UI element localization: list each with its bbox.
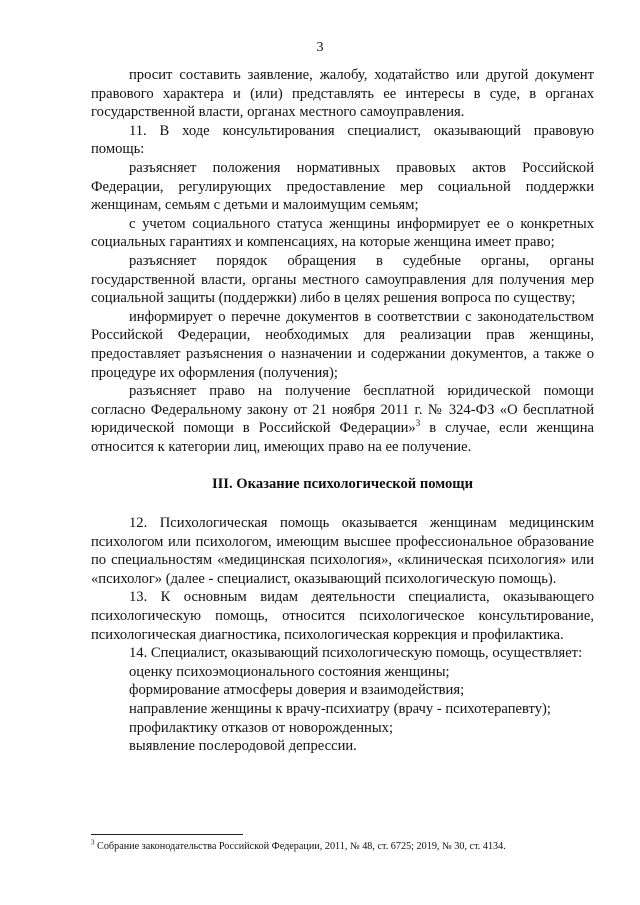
- page-number: 3: [316, 40, 324, 55]
- paragraph: 11. В ходе консультирования специалист, оказывающий правовую помощь:: [91, 122, 594, 158]
- paragraph: 14. Специалист, оказывающий психологическую помощь, осуществляет:: [129, 645, 583, 662]
- list-item: выявление послеродовой депрессии.: [129, 738, 357, 755]
- paragraph: разъясняет положения нормативных правовых актов Российской Федерации, регулирующих предоставление мер социальной поддержки женщинам, семьям с детьми и малоимущим семьям;: [91, 159, 594, 214]
- paragraph: просит составить заявление, жалобу, ходатайство или другой документ правового характера и (или) представлять ее интересы в суде, в органах государственной власти, органах местного самоуправления.: [91, 67, 594, 121]
- paragraph: разъясняет порядок обращения в судебные органы, органы государственной власти, органы местного самоуправления для получения мер социальной защиты (поддержки) либо в целях решения вопроса по существу;: [91, 252, 594, 307]
- footnote-reference: 3: [415, 418, 421, 429]
- footnote-marker: 3: [91, 838, 95, 847]
- list-item: профилактику отказов от новорожденных;: [129, 719, 394, 736]
- list-item: оценку психоэмоционального состояния женщины;: [129, 663, 450, 680]
- paragraph: 12. Психологическая помощь оказывается женщинам медицинским психологом или психологом, имеющим высшее профессиональное образование по специальностям «медицинская психология», «клиническая психология» или «психолог» (далее - специалист, оказывающий психологическую помощь).: [91, 515, 594, 587]
- paragraph: с учетом социального статуса женщины информирует ее о конкретных социальных гарантиях и компенсациях, на которые женщина имеет право;: [91, 215, 594, 251]
- section-heading: III. Оказание психологической помощи: [211, 476, 474, 493]
- list-item: формирование атмосферы доверия и взаимодействия;: [129, 682, 465, 699]
- list-item: направление женщины к врачу-психиатру (врачу - психотерапевту);: [129, 701, 551, 717]
- document-body: [91, 66, 594, 756]
- paragraph-legal-aid: [91, 382, 594, 456]
- footnote-divider: [91, 834, 243, 835]
- paragraph: 13. К основным видам деятельности специалиста, оказывающего психологическую помощь, относится психологическое консультирование, психологическая диагностика, психологическая коррекция и профилактика.: [91, 589, 594, 643]
- footnote: [91, 840, 594, 853]
- paragraph-text: в случае, если женщина относится к категории лиц, имеющих право на ее получение.: [91, 420, 594, 455]
- paragraph-text: разъясняет право на получение бесплатной юридической помощи согласно Федеральному закону от 21 ноября 2011 г. № 324-ФЗ «О бесплатной юридической помощи в Российской Федерации»: [91, 383, 594, 437]
- footnote-text: Собрание законодательства Российской Федерации, 2011, № 48, ст. 6725; 2019, № 30, ст. 4134.: [94, 841, 506, 852]
- paragraph: информирует о перечне документов в соответствии с законодательством Российской Федерации, необходимых для реализации прав женщины, предоставляет разъяснения о назначении и содержании документов, а также о процедуре их оформления (получения);: [91, 308, 594, 381]
